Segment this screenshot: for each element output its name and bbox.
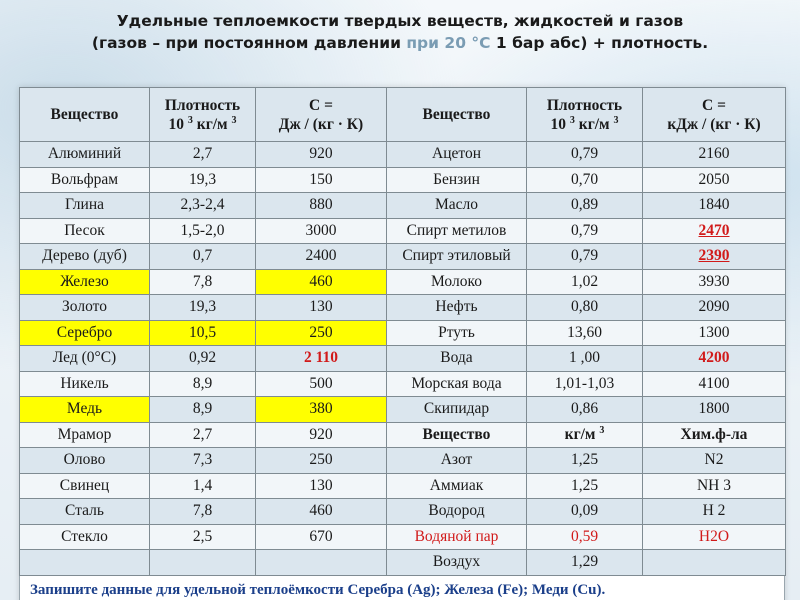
header-density-2-unit-a: 10 xyxy=(550,115,570,133)
title-line-2-post: 1 бар абс) + плотность. xyxy=(490,34,709,52)
cell-density: 2,5 xyxy=(150,524,256,550)
cell-density-2: 0,86 xyxy=(527,397,643,423)
cell-heat-capacity: 670 xyxy=(256,524,387,550)
cell-gas-density: 1,29 xyxy=(527,550,643,576)
header-c-right xyxy=(643,88,786,142)
table-row xyxy=(20,167,786,193)
footer-instruction: Запишите данные для удельной теплоёмкости Серебра (Ag); Железа (Fe); Меди (Cu). xyxy=(30,582,606,598)
cell-substance: Никель xyxy=(20,371,150,397)
table-row xyxy=(20,193,786,219)
cell-substance xyxy=(20,550,150,576)
cell-substance-2: Спирт метилов xyxy=(387,218,527,244)
cell-heat-capacity: 250 xyxy=(256,320,387,346)
cell-density: 7,3 xyxy=(150,448,256,474)
cell-heat-capacity: 130 xyxy=(256,473,387,499)
cell-substance-2: Ацетон xyxy=(387,142,527,168)
cell-gas-formula: H 2 xyxy=(643,499,786,525)
cell-substance: Олово xyxy=(20,448,150,474)
cell-density-2: 0,79 xyxy=(527,218,643,244)
cell-gas-formula: NH 3 xyxy=(643,473,786,499)
title-line-2 xyxy=(0,32,800,54)
header-c-right-b: кДж / (кг · К) xyxy=(667,115,761,133)
table-header-row xyxy=(20,88,786,142)
cell-heat-capacity: 3000 xyxy=(256,218,387,244)
cell-substance-2: Нефть xyxy=(387,295,527,321)
table-row xyxy=(20,550,786,576)
cell-density: 8,9 xyxy=(150,397,256,423)
heat-capacity-table xyxy=(19,87,786,576)
cell-gas-name: Аммиак xyxy=(387,473,527,499)
cell-density: 7,8 xyxy=(150,269,256,295)
gas-header-density xyxy=(527,422,643,448)
cell-density: 10,5 xyxy=(150,320,256,346)
title-line-1: Удельные теплоемкости твердых веществ, жидкостей и газов xyxy=(116,12,684,30)
cell-substance: Медь xyxy=(20,397,150,423)
cell-substance: Лед (0°С) xyxy=(20,346,150,372)
cell-density: 7,8 xyxy=(150,499,256,525)
cell-density: 2,3-2,4 xyxy=(150,193,256,219)
header-density-unit xyxy=(152,115,253,134)
cell-density-2: 1,01-1,03 xyxy=(527,371,643,397)
table-row xyxy=(20,244,786,270)
table-row xyxy=(20,397,786,423)
table-row xyxy=(20,346,786,372)
cell-heat-capacity: 880 xyxy=(256,193,387,219)
header-c-left xyxy=(256,88,387,142)
cell-gas-density: 0,59 xyxy=(527,524,643,550)
cell-substance: Глина xyxy=(20,193,150,219)
table-row xyxy=(20,320,786,346)
cell-heat-capacity-2: 2160 xyxy=(643,142,786,168)
cell-substance: Железо xyxy=(20,269,150,295)
gas-header-formula: Хим.ф-ла xyxy=(643,422,786,448)
cell-density: 19,3 xyxy=(150,295,256,321)
header-density-2-unit-b: кг/м xyxy=(574,115,614,133)
table-row xyxy=(20,524,786,550)
cell-gas-name: Водород xyxy=(387,499,527,525)
cell-substance: Вольфрам xyxy=(20,167,150,193)
cell-density: 19,3 xyxy=(150,167,256,193)
header-density-label: Плотность xyxy=(164,96,241,114)
header-density-sup2: 3 xyxy=(231,114,237,126)
cell-density-2: 0,79 xyxy=(527,142,643,168)
cell-density-2: 13,60 xyxy=(527,320,643,346)
header-c-left-b: Дж / (кг · К) xyxy=(278,115,364,133)
cell-substance-2: Масло xyxy=(387,193,527,219)
cell-substance: Мрамор xyxy=(20,422,150,448)
table-row xyxy=(20,473,786,499)
cell-density: 0,92 xyxy=(150,346,256,372)
header-density-2-sup2: 3 xyxy=(613,114,619,126)
cell-density: 2,7 xyxy=(150,142,256,168)
cell-heat-capacity-2: 2390 xyxy=(643,244,786,270)
header-density-2-label: Плотность xyxy=(546,96,623,114)
cell-density-2: 1 ,00 xyxy=(527,346,643,372)
cell-heat-capacity-2: 1300 xyxy=(643,320,786,346)
cell-heat-capacity-2: 4200 xyxy=(643,346,786,372)
header-c-right-a: C = xyxy=(702,96,726,114)
cell-heat-capacity: 2 110 xyxy=(256,346,387,372)
cell-density: 1,4 xyxy=(150,473,256,499)
cell-density-2: 0,89 xyxy=(527,193,643,219)
cell-heat-capacity: 150 xyxy=(256,167,387,193)
header-density-2 xyxy=(527,88,643,142)
cell-heat-capacity: 500 xyxy=(256,371,387,397)
cell-gas-name: Воздух xyxy=(387,550,527,576)
cell-density: 0,7 xyxy=(150,244,256,270)
cell-gas-formula: N2 xyxy=(643,448,786,474)
cell-substance: Песок xyxy=(20,218,150,244)
cell-density-2: 0,70 xyxy=(527,167,643,193)
cell-substance-2: Вода xyxy=(387,346,527,372)
cell-substance: Стекло xyxy=(20,524,150,550)
cell-substance-2: Ртуть xyxy=(387,320,527,346)
table-row xyxy=(20,295,786,321)
cell-gas-density: 1,25 xyxy=(527,448,643,474)
cell-density-2: 0,80 xyxy=(527,295,643,321)
cell-gas-formula xyxy=(643,550,786,576)
cell-heat-capacity-2: 1800 xyxy=(643,397,786,423)
cell-gas-name: Водяной пар xyxy=(387,524,527,550)
header-density-unit-a: 10 xyxy=(168,115,188,133)
cell-heat-capacity: 2400 xyxy=(256,244,387,270)
header-density-sup: 3 xyxy=(187,114,193,126)
gas-header-density-sup: 3 xyxy=(599,424,605,436)
cell-density: 1,5-2,0 xyxy=(150,218,256,244)
cell-heat-capacity: 250 xyxy=(256,448,387,474)
title-line-2-pre: (газов – при постоянном давлении xyxy=(91,34,407,52)
cell-substance: Золото xyxy=(20,295,150,321)
cell-density-2: 1,02 xyxy=(527,269,643,295)
cell-substance-2: Морская вода xyxy=(387,371,527,397)
cell-density xyxy=(150,550,256,576)
cell-gas-name: Азот xyxy=(387,448,527,474)
cell-heat-capacity-2: 1840 xyxy=(643,193,786,219)
cell-heat-capacity-2: 2090 xyxy=(643,295,786,321)
table-row xyxy=(20,269,786,295)
cell-heat-capacity xyxy=(256,550,387,576)
gas-header-density-unit: кг/м xyxy=(564,425,600,443)
cell-gas-density: 0,09 xyxy=(527,499,643,525)
header-substance: Вещество xyxy=(20,88,150,142)
cell-heat-capacity: 920 xyxy=(256,142,387,168)
table-row xyxy=(20,422,786,448)
cell-density-2: 0,79 xyxy=(527,244,643,270)
cell-substance: Сталь xyxy=(20,499,150,525)
cell-substance: Серебро xyxy=(20,320,150,346)
cell-heat-capacity: 460 xyxy=(256,269,387,295)
cell-gas-density: 1,25 xyxy=(527,473,643,499)
header-substance-2: Вещество xyxy=(387,88,527,142)
cell-gas-formula: H2O xyxy=(643,524,786,550)
cell-substance-2: Молоко xyxy=(387,269,527,295)
page-title xyxy=(0,10,800,54)
header-density xyxy=(150,88,256,142)
header-density-2-sup: 3 xyxy=(569,114,575,126)
cell-density: 2,7 xyxy=(150,422,256,448)
cell-substance: Дерево (дуб) xyxy=(20,244,150,270)
cell-heat-capacity: 380 xyxy=(256,397,387,423)
cell-heat-capacity: 130 xyxy=(256,295,387,321)
cell-substance: Свинец xyxy=(20,473,150,499)
cell-substance-2: Скипидар xyxy=(387,397,527,423)
header-c-left-a: C = xyxy=(309,96,333,114)
table-row xyxy=(20,142,786,168)
cell-density: 8,9 xyxy=(150,371,256,397)
cell-heat-capacity-2: 3930 xyxy=(643,269,786,295)
cell-heat-capacity-2: 2470 xyxy=(643,218,786,244)
cell-heat-capacity-2: 4100 xyxy=(643,371,786,397)
cell-substance: Алюминий xyxy=(20,142,150,168)
cell-substance-2: Спирт этиловый xyxy=(387,244,527,270)
gas-header-substance: Вещество xyxy=(387,422,527,448)
header-density-unit-b: кг/м xyxy=(192,115,232,133)
table-row xyxy=(20,499,786,525)
table-row xyxy=(20,448,786,474)
cell-heat-capacity-2: 2050 xyxy=(643,167,786,193)
cell-heat-capacity: 920 xyxy=(256,422,387,448)
cell-substance-2: Бензин xyxy=(387,167,527,193)
title-line-2-highlight: при 20 °С xyxy=(406,34,491,52)
table-row xyxy=(20,371,786,397)
table-row xyxy=(20,218,786,244)
header-density-2-unit xyxy=(529,115,640,134)
cell-heat-capacity: 460 xyxy=(256,499,387,525)
